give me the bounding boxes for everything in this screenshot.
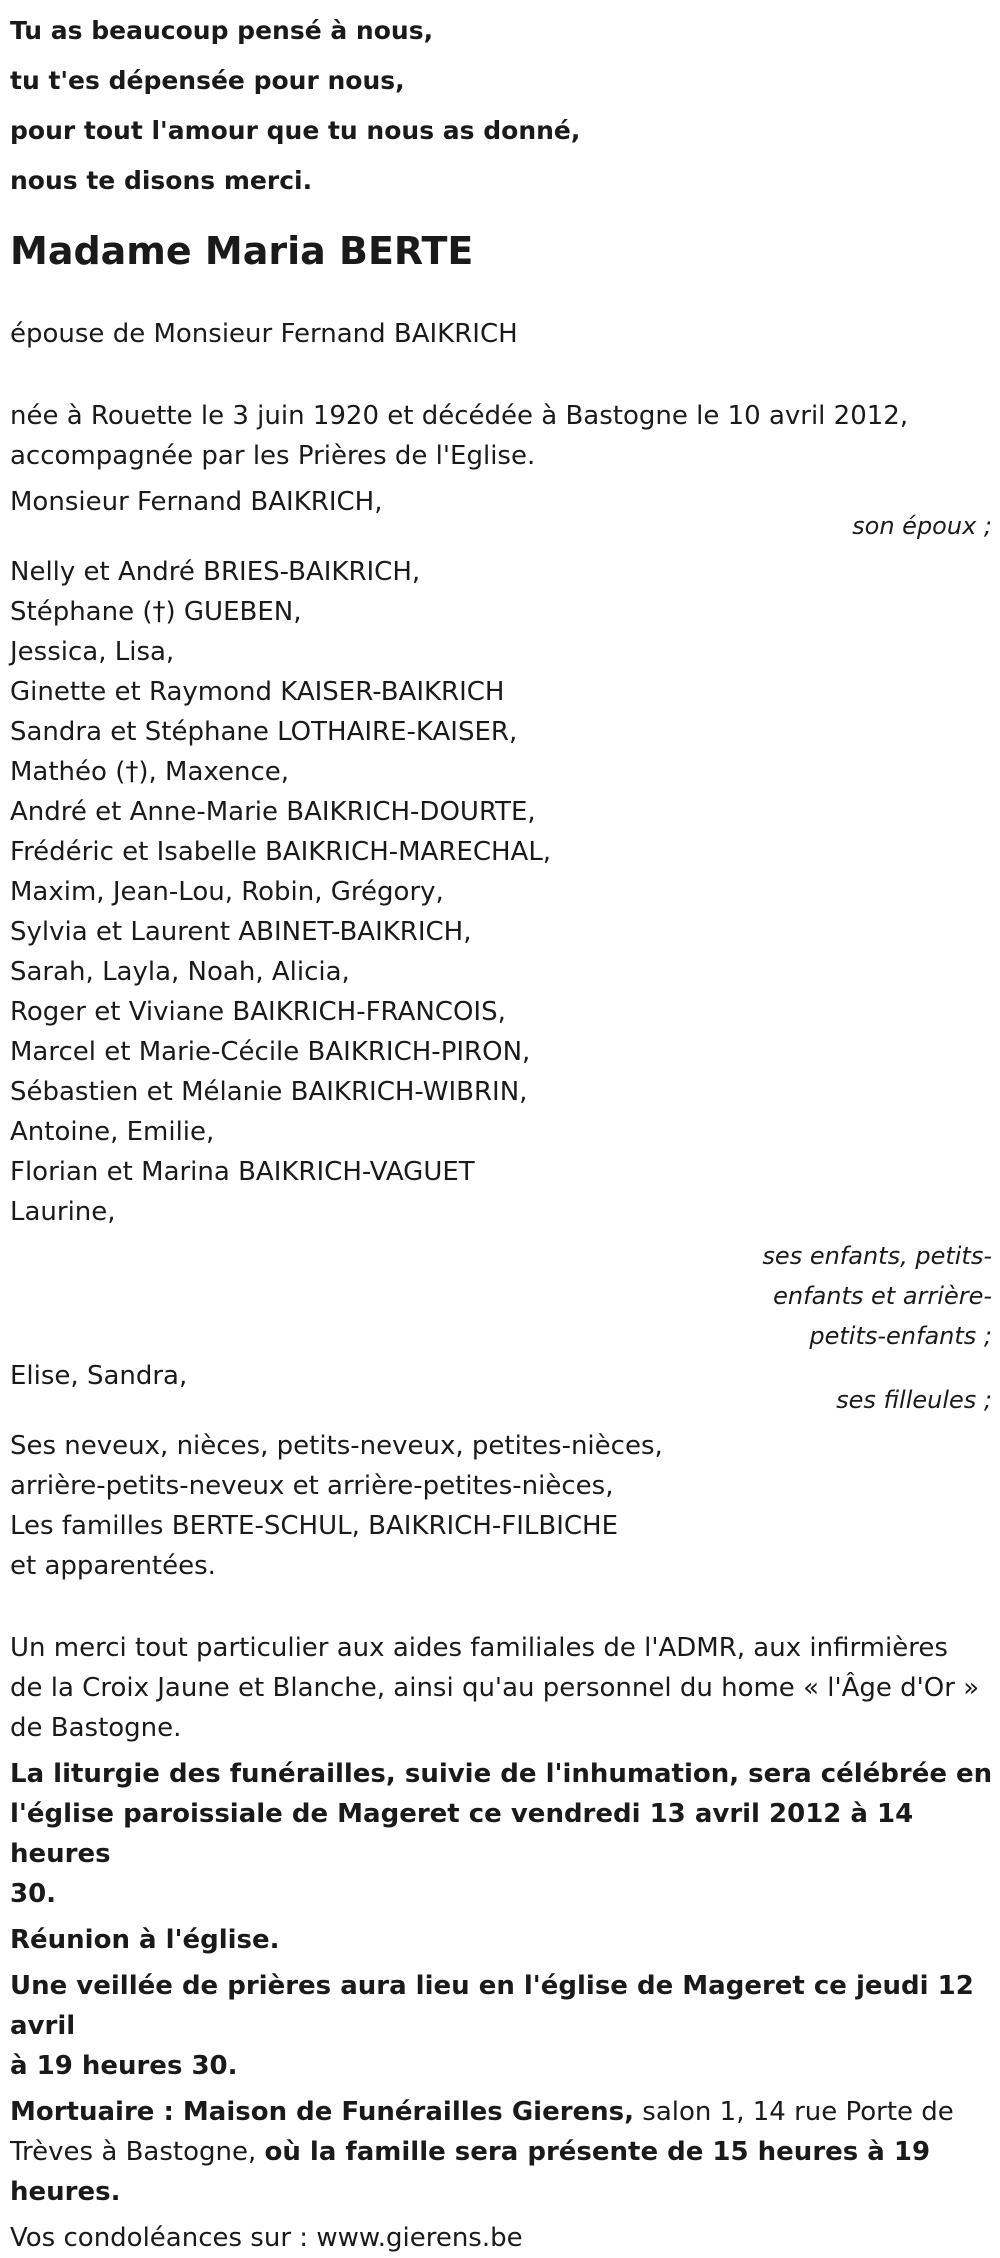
mortuary-line bbox=[10, 2132, 1000, 2172]
family-member: Frédéric et Isabelle BAIKRICH-MARECHAL, bbox=[10, 837, 552, 867]
mortuary-block bbox=[10, 2092, 1000, 2212]
family-list bbox=[10, 552, 1000, 1232]
funeral-line: 30. bbox=[10, 1879, 57, 1909]
funeral-line: l'église paroissiale de Mageret ce vendredi 13 avril 2012 à 14 heures bbox=[10, 1799, 914, 1869]
mortuary-line bbox=[10, 2172, 1000, 2212]
husband-relation: son époux ; bbox=[852, 512, 992, 540]
family-relation bbox=[10, 1236, 992, 1356]
family-relation-line: ses enfants, petits- bbox=[762, 1242, 992, 1270]
husband-name: Monsieur Fernand BAIKRICH, bbox=[10, 487, 383, 517]
thanks-block bbox=[10, 1628, 1000, 1748]
relatives-block bbox=[10, 1426, 1000, 1586]
vigil-line: à 19 heures 30. bbox=[10, 2051, 238, 2081]
relatives-line: arrière-petits-neveux et arrière-petites-nièces, bbox=[10, 1471, 614, 1501]
birth-line: accompagnée par les Prières de l'Eglise. bbox=[10, 441, 536, 471]
husband-block bbox=[10, 482, 1000, 546]
family-member: André et Anne-Marie BAIKRICH-DOURTE, bbox=[10, 797, 536, 827]
condolences-line: Vos condoléances sur : www.gierens.be bbox=[10, 2223, 523, 2253]
family-relation-line: enfants et arrière- bbox=[773, 1282, 992, 1310]
poem-line: pour tout l'amour que tu nous as donné, bbox=[10, 116, 581, 145]
family-member: Sébastien et Mélanie BAIKRICH-WIBRIN, bbox=[10, 1077, 528, 1107]
family-member: Nelly et André BRIES-BAIKRICH, bbox=[10, 557, 421, 587]
poem-line: Tu as beaucoup pensé à nous, bbox=[10, 16, 434, 45]
obituary-page bbox=[0, 6, 1000, 2258]
family-member: Stéphane (†) GUEBEN, bbox=[10, 597, 302, 627]
family-member: Marcel et Marie-Cécile BAIKRICH-PIRON, bbox=[10, 1037, 531, 1067]
family-member: Ginette et Raymond KAISER-BAIKRICH bbox=[10, 677, 505, 707]
family-member: Florian et Marina BAIKRICH-VAGUET bbox=[10, 1157, 475, 1187]
family-member: Mathéo (†), Maxence, bbox=[10, 757, 290, 787]
godchildren-relation: ses filleules ; bbox=[836, 1386, 992, 1414]
mortuary-place: Mortuaire : Maison de Funérailles Gierens, bbox=[10, 2097, 635, 2127]
birth-line: née à Rouette le 3 juin 1920 et décédée à Bastogne le 10 avril 2012, bbox=[10, 401, 909, 431]
vigil-block bbox=[10, 1966, 1000, 2086]
family-member: Sarah, Layla, Noah, Alicia, bbox=[10, 957, 350, 987]
poem-line: tu t'es dépensée pour nous, bbox=[10, 66, 405, 95]
deceased-name: Madame Maria BERTE bbox=[10, 229, 474, 273]
family-member: Roger et Viviane BAIKRICH-FRANCOIS, bbox=[10, 997, 506, 1027]
thanks-line: de la Croix Jaune et Blanche, ainsi qu'au personnel du home « l'Âge d'Or » bbox=[10, 1673, 980, 1703]
poem bbox=[10, 6, 1000, 206]
mortuary-presence: où la famille sera présente de 15 heures à 19 bbox=[264, 2137, 931, 2167]
godchildren-block bbox=[10, 1356, 1000, 1420]
relatives-line: Les familles BERTE-SCHUL, BAIKRICH-FILBICHE bbox=[10, 1511, 619, 1541]
spouse-line: épouse de Monsieur Fernand BAIKRICH bbox=[10, 319, 518, 349]
mortuary-city: Trèves à Bastogne, bbox=[10, 2137, 265, 2167]
thanks-line: de Bastogne. bbox=[10, 1713, 182, 1743]
godchildren-names: Elise, Sandra, bbox=[10, 1361, 188, 1391]
mortuary-line bbox=[10, 2092, 1000, 2132]
funeral-line: La liturgie des funérailles, suivie de l'inhumation, sera célébrée en bbox=[10, 1759, 993, 1789]
funeral-block bbox=[10, 1754, 1000, 1914]
mortuary-presence-end: heures. bbox=[10, 2177, 121, 2207]
family-member: Jessica, Lisa, bbox=[10, 637, 175, 667]
mortuary-address: salon 1, 14 rue Porte de bbox=[634, 2097, 954, 2127]
family-relation-line: petits-enfants ; bbox=[809, 1322, 992, 1350]
vigil-line: Une veillée de prières aura lieu en l'église de Mageret ce jeudi 12 avril bbox=[10, 1971, 974, 2041]
family-member: Antoine, Emilie, bbox=[10, 1117, 215, 1147]
family-block bbox=[10, 552, 1000, 1356]
birth-death-info bbox=[10, 396, 1000, 476]
family-member: Laurine, bbox=[10, 1197, 116, 1227]
thanks-line: Un merci tout particulier aux aides familiales de l'ADMR, aux infirmières bbox=[10, 1633, 948, 1663]
meeting-line: Réunion à l'église. bbox=[10, 1925, 280, 1955]
relatives-line: Ses neveux, nièces, petits-neveux, petites-nièces, bbox=[10, 1431, 663, 1461]
family-member: Maxim, Jean-Lou, Robin, Grégory, bbox=[10, 877, 444, 907]
family-member: Sylvia et Laurent ABINET-BAIKRICH, bbox=[10, 917, 472, 947]
family-member: Sandra et Stéphane LOTHAIRE-KAISER, bbox=[10, 717, 518, 747]
poem-line: nous te disons merci. bbox=[10, 166, 313, 195]
relatives-line: et apparentées. bbox=[10, 1551, 216, 1581]
